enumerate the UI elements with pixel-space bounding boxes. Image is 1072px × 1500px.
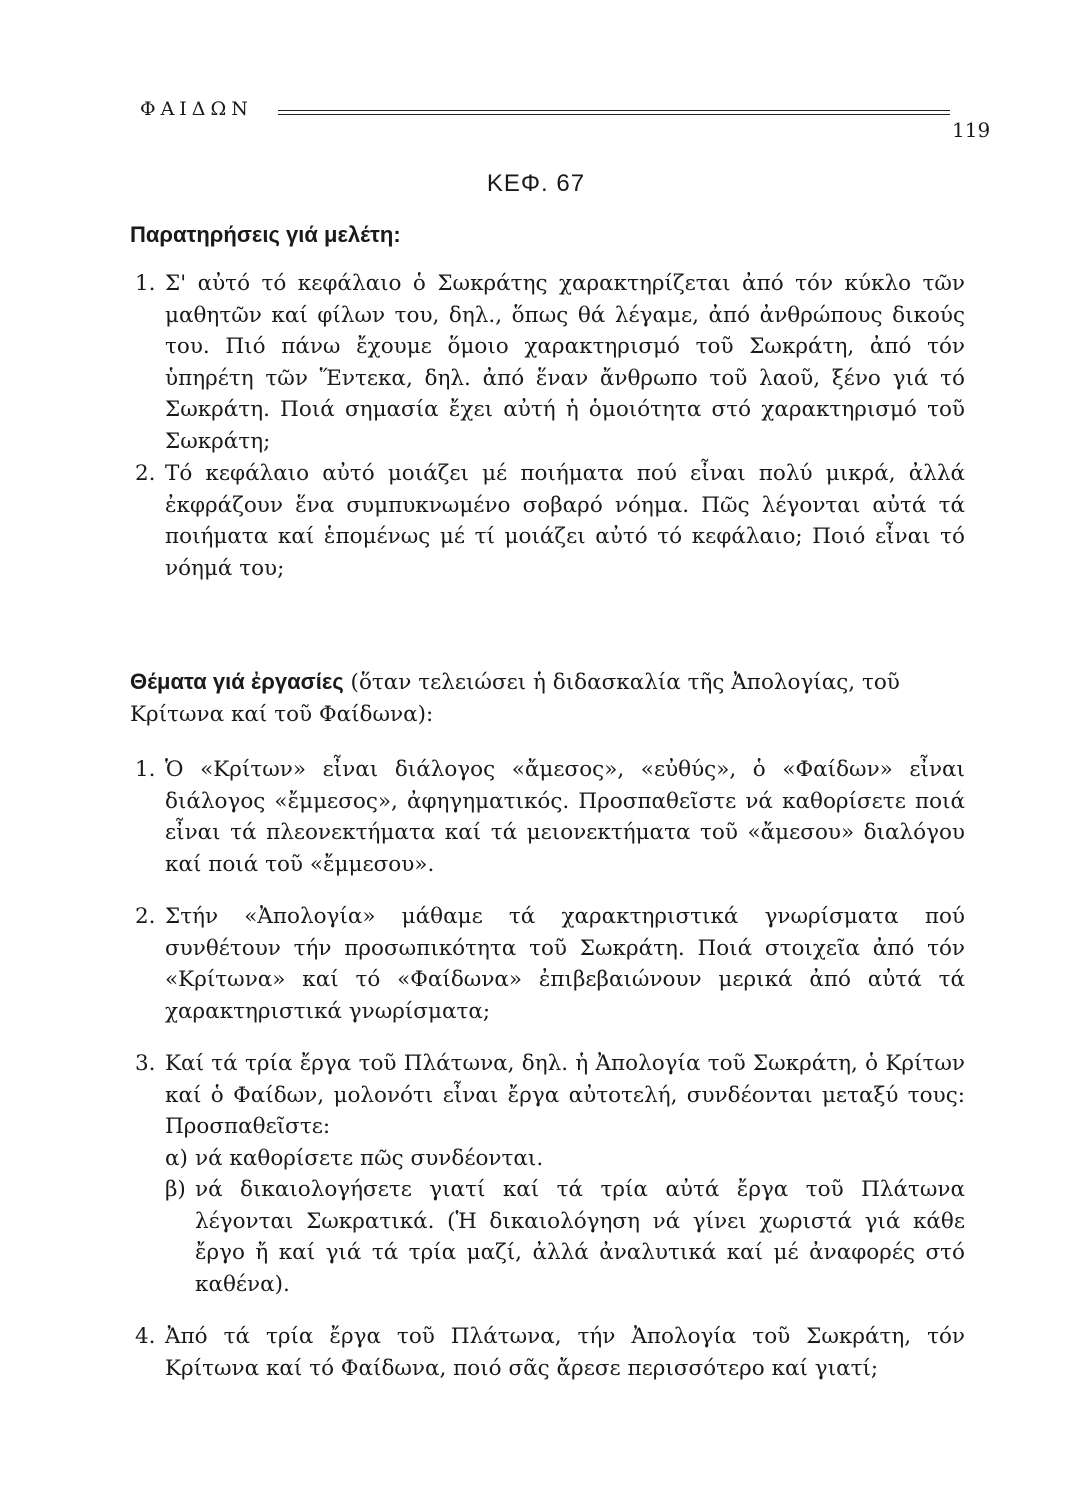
study-notes-heading: Παρατηρήσεις γιά μελέτη: (130, 222, 401, 247)
assignments-section (130, 666, 965, 1384)
chapter-title: ΚΕΦ. 67 (486, 170, 586, 197)
list-item (130, 268, 965, 457)
assignments-heading-title: Θέματα γιά ἐργασίες (130, 669, 344, 694)
assignments-heading-note: (ὅταν τελειώσει ἡ διδασκαλία τῆς Ἀπολογίας, τοῦ Κρίτωνα καί τοῦ Φαίδωνα): (130, 670, 900, 727)
list-item (130, 1321, 965, 1384)
running-header (140, 98, 991, 142)
assignments-heading (130, 666, 965, 730)
study-notes-list (130, 268, 965, 584)
list-item (130, 901, 965, 1027)
item-number: 1. (135, 271, 156, 296)
sub-item-text: νά καθορίσετε πῶς συνδέονται. (195, 1145, 544, 1171)
header-rule (278, 110, 950, 115)
page-number: 119 (952, 118, 991, 142)
item-number: 2. (135, 904, 156, 929)
item-text: Σ' αὐτό τό κεφάλαιο ὁ Σωκράτης χαρακτηρίζεται ἀπό τόν κύκλο τῶν μαθητῶν καί φίλων του, δηλ., ὅπως θά λέγαμε, ἀπό ἀνθρώπους δικούς του. Πιό πάνω ἔχουμε ὅμοιο χαρακτηρισμό τοῦ Σωκράτη, ἀπό τόν ὑπηρέτη τῶν Ἕντεκα, δηλ. ἀπό ἕναν ἄνθρωπο τοῦ λαοῦ, ξένο γιά τό Σωκράτη. Ποιά σημασία ἔχει αὐτή ἡ ὁμοιότητα στό χαρακτηρισμό τοῦ Σωκράτη; (165, 271, 965, 454)
assignments-list (130, 754, 965, 1384)
item-text: Στήν «Ἀπολογία» μάθαμε τά χαρακτηριστικά γνωρίσματα πού συνθέτουν τήν προσωπικότητα τοῦ Σωκράτη. Ποιά στοιχεῖα ἀπό τόν «Κρίτωνα» καί τό «Φαίδωνα» ἐπιβεβαιώνουν μερικά ἀπό αὐτά τά χαρακτηριστικά γνωρίσματα; (165, 904, 965, 1024)
study-notes-section (130, 222, 965, 584)
item-text: Τό κεφάλαιο αὐτό μοιάζει μέ ποιήματα πού εἶναι πολύ μικρά, ἀλλά ἐκφράζουν ἕνα συμπυκνωμένο σοβαρό νόημα. Πῶς λέγονται αὐτά τά ποιήματα καί ἑπομένως μέ τί μοιάζει αὐτό τό κεφάλαιο; Ποιό εἶναι τό νόημά του; (165, 461, 965, 581)
sub-item-label: α) (165, 1145, 188, 1171)
item-text: Ὁ «Κρίτων» εἶναι διάλογος «ἄμεσος», «εὐθύς», ὁ «Φαίδων» εἶναι διάλογος «ἔμμεσος», ἀφηγηματικός. Προσπαθεῖστε νά καθορίσετε ποιά εἶναι τά πλεονεκτήματα καί τά μειονεκτήματα τοῦ «ἄμεσου» διαλόγου καί ποιά τοῦ «ἔμμεσου». (165, 757, 965, 877)
item-text: Ἀπό τά τρία ἔργα τοῦ Πλάτωνα, τήν Ἀπολογία τοῦ Σωκράτη, τόν Κρίτωνα καί τό Φαίδωνα, ποιό σᾶς ἄρεσε περισσότερο καί γιατί; (165, 1324, 965, 1381)
item-number: 2. (135, 461, 156, 486)
item-number: 1. (135, 757, 156, 782)
item-text: Καί τά τρία ἔργα τοῦ Πλάτωνα, δηλ. ἡ Ἀπολογία τοῦ Σωκράτη, ὁ Κρίτων καί ὁ Φαίδων, μολονότι εἶναι ἔργα αὐτοτελή, συνδέονται μεταξύ τους: Προσπαθεῖστε: (165, 1051, 965, 1139)
item-number: 4. (135, 1324, 156, 1349)
sub-list (165, 1143, 965, 1301)
sub-item-label: β) (165, 1177, 186, 1202)
list-item (130, 754, 965, 880)
sub-list-item (165, 1143, 965, 1175)
sub-item-text: νά δικαιολογήσετε γιατί καί τά τρία αὐτά ἔργα τοῦ Πλάτωνα λέγονται Σωκρατικά. (Ἡ δικαιολόγηση νά γίνει χωριστά γιά κάθε ἔργο ἤ καί γιά τά τρία μαζί, ἀλλά ἀναλυτικά καί μέ ἀναφορές στό καθένα). (195, 1177, 965, 1297)
list-item (130, 1048, 965, 1300)
sub-list-item (165, 1174, 965, 1300)
running-title: ΦΑΙΔΩΝ (140, 98, 253, 120)
list-item (130, 458, 965, 584)
item-number: 3. (135, 1051, 156, 1076)
